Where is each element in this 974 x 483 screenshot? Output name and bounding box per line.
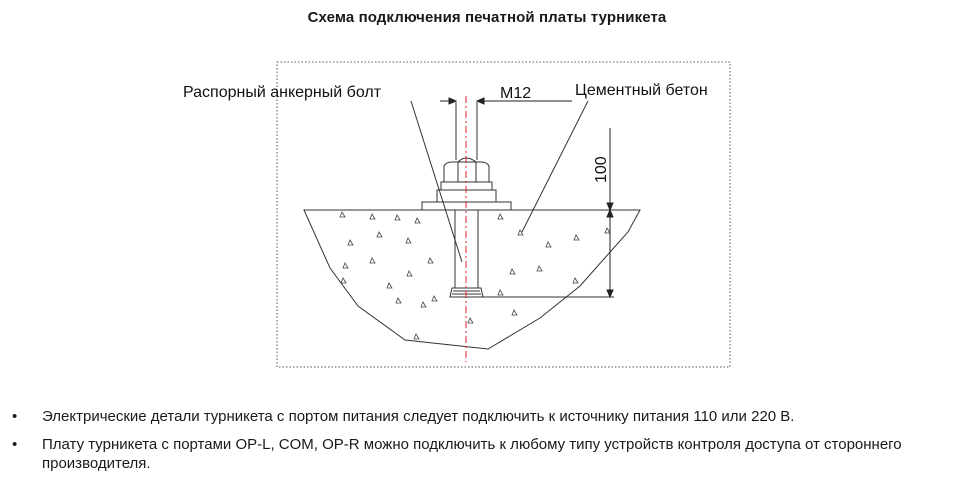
bolt-label: Распорный анкерный болт [183, 84, 382, 101]
depth-label: 100 [593, 156, 610, 183]
diagram-frame [277, 62, 730, 367]
anchor-sleeve [450, 210, 483, 297]
depth-dimension [607, 128, 613, 297]
concrete-leader-line [522, 101, 588, 232]
bullet: • [12, 436, 18, 453]
note-item-power [12, 407, 962, 426]
thread-size-label: M12 [500, 85, 532, 102]
note-text: Электрические детали турникета с портом питания следует подключить к источнику питания 110 или 220 В. [42, 408, 795, 425]
page-title: Схема подключения печатной платы турникета [307, 9, 667, 26]
notes-list [12, 407, 962, 482]
bullet: • [12, 408, 18, 425]
note-item-ports [12, 435, 962, 473]
concrete-speckles [340, 212, 610, 339]
concrete-label: Цементный бетон [575, 82, 708, 99]
note-text: Плату турникета с портами OP-L, COM, OP-R можно подключить к любому типу устройств контроля доступа от стороннего производителя. [42, 436, 902, 472]
concrete-outline [304, 210, 640, 349]
